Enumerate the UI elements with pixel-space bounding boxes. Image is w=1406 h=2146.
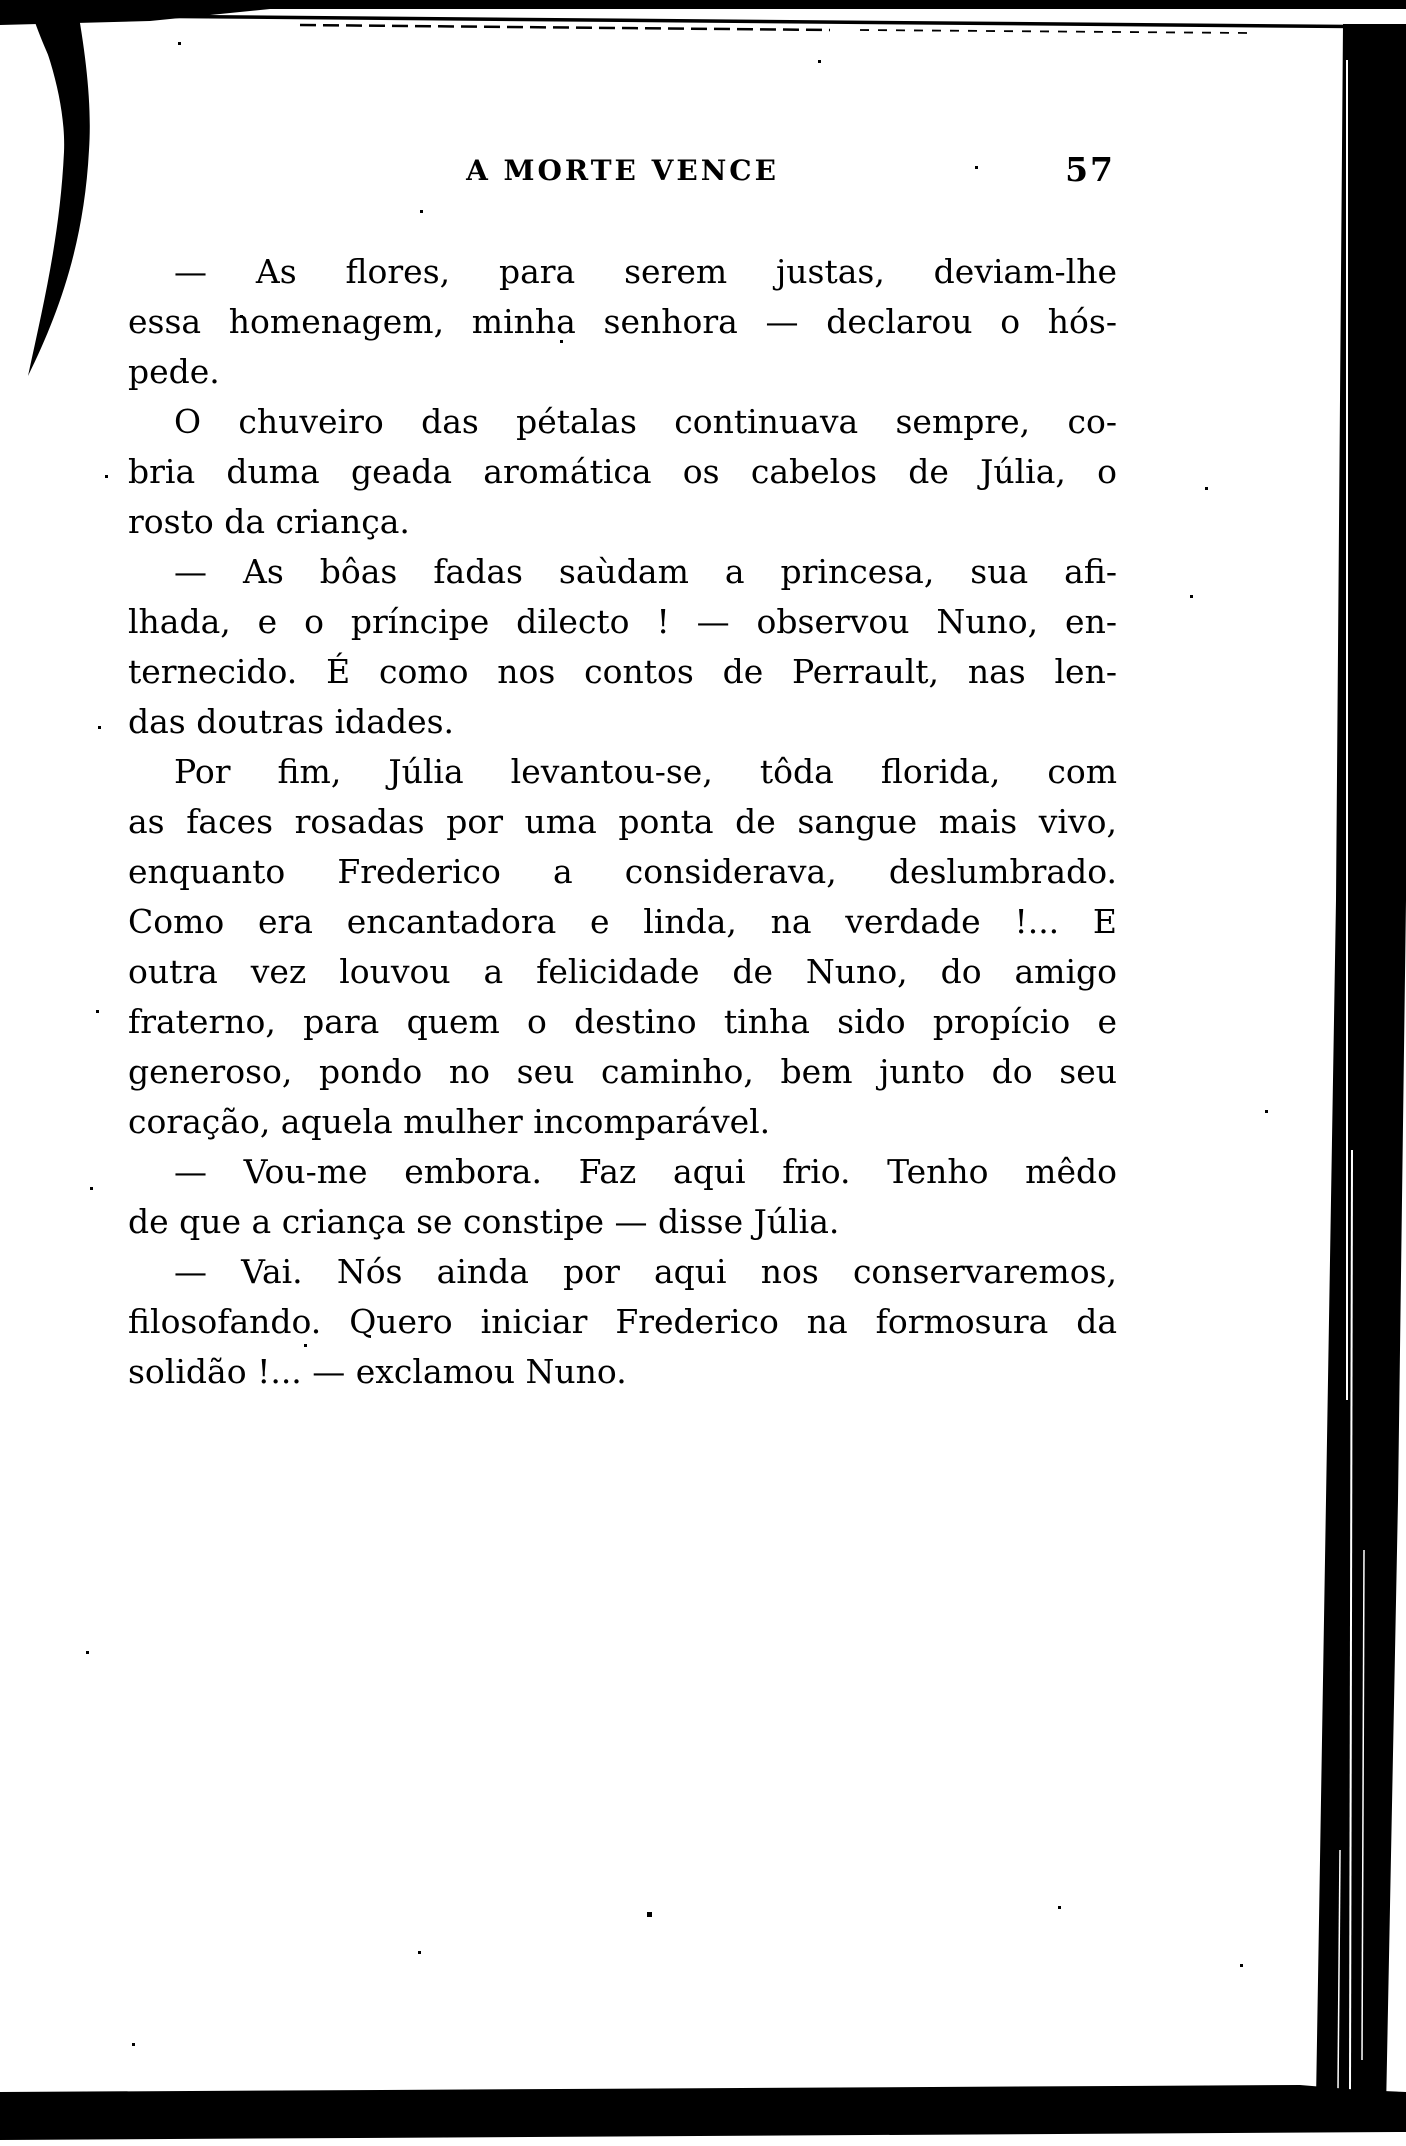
text-line: solidão !... — exclamou Nuno.: [128, 1352, 627, 1391]
text-line: coração, aquela mulher incomparável.: [128, 1102, 771, 1141]
page-header: [128, 150, 1117, 198]
text-line: de que a criança se constipe — disse Júlia.: [128, 1202, 840, 1241]
text-line: outra vez louvou a felicidade de Nuno, do amigo: [128, 952, 1117, 991]
text-line: — As flores, para serem justas, deviam-lhe: [174, 252, 1117, 291]
page-body: [128, 247, 1117, 1397]
text-line: — Vai. Nós ainda por aqui nos conservaremos,: [174, 1252, 1117, 1291]
text-line: generoso, pondo no seu caminho, bem junto do seu: [128, 1052, 1117, 1091]
text-line: ternecido. É como nos contos de Perrault, nas len-: [128, 652, 1117, 691]
scan-noise: [0, 0, 3, 3]
text-line: — As bôas fadas saùdam a princesa, sua afi-: [174, 552, 1117, 591]
text-line: enquanto Frederico a considerava, deslumbrado.: [128, 852, 1117, 891]
running-title: A MORTE VENCE: [466, 154, 779, 187]
text-line: rosto da criança.: [128, 502, 410, 541]
text-line: O chuveiro das pétalas continuava sempre, co-: [174, 402, 1117, 441]
text-line: as faces rosadas por uma ponta de sangue mais vivo,: [128, 802, 1117, 841]
text-line: fraterno, para quem o destino tinha sido propício e: [128, 1002, 1117, 1041]
text-line: das doutras idades.: [128, 702, 455, 741]
text-line: pede.: [128, 352, 220, 391]
text-line: filosofando. Quero iniciar Frederico na formosura da: [128, 1302, 1117, 1341]
text-line: essa homenagem, minha senhora — declarou o hós-: [128, 302, 1117, 341]
text-line: — Vou-me embora. Faz aqui frio. Tenho mêdo: [174, 1152, 1117, 1191]
text-line: Como era encantadora e linda, na verdade !... E: [128, 902, 1117, 941]
text-line: bria duma geada aromática os cabelos de Júlia, o: [128, 452, 1117, 491]
text-line: Por fim, Júlia levantou-se, tôda florida, com: [174, 752, 1117, 791]
text-line: lhada, e o príncipe dilecto ! — observou Nuno, en-: [128, 602, 1117, 641]
page-number: 57: [1065, 150, 1115, 189]
